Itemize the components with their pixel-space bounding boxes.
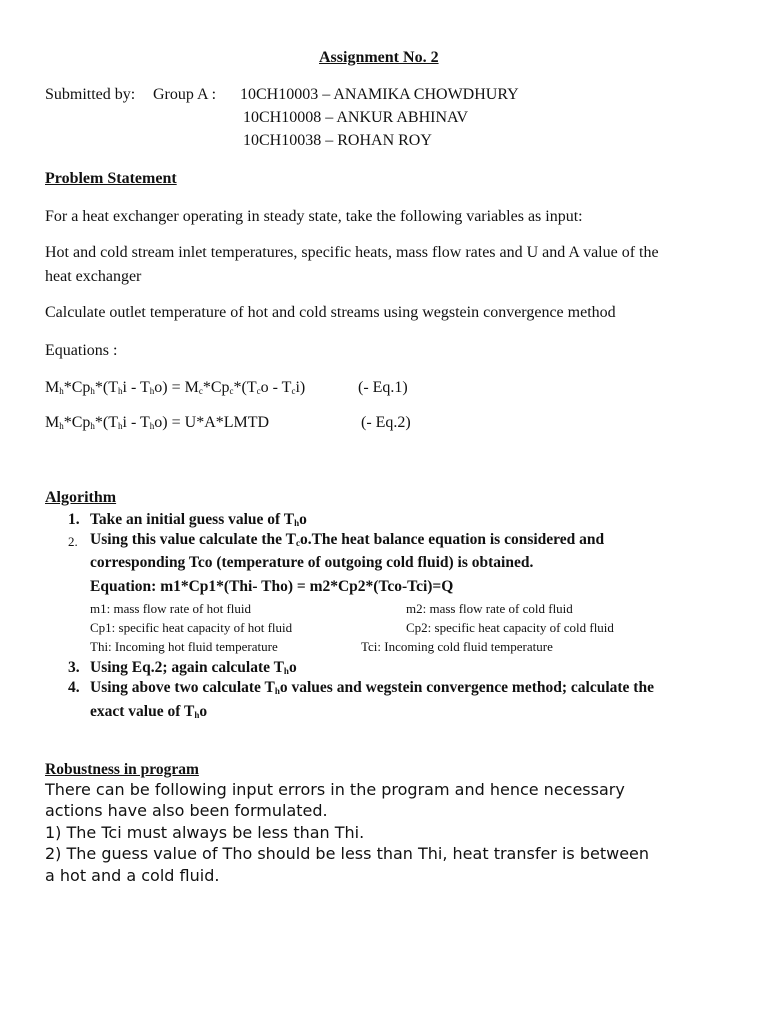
robustness-line-4: 2) The guess value of Tho should be less than Thi, heat transfer is between xyxy=(45,844,650,863)
equations-label: Equations : xyxy=(45,342,118,359)
equation-2-label: (- Eq.2) xyxy=(361,414,411,431)
robustness-line-5: a hot and a cold fluid. xyxy=(45,866,220,885)
algorithm-equation: Equation: m1*Cp1*(Thi- Tho) = m2*Cp2*(Tco-Tci)=Q xyxy=(90,578,454,595)
problem-line-2a: Hot and cold stream inlet temperatures, specific heats, mass flow rates and U and A value of the xyxy=(45,244,659,261)
equation-2: $M_h*Cp_h*(T_hi - T_ho)$ = U*A*LMTD xyxy=(45,414,270,431)
member-1: 10CH10003 – ANAMIKA CHOWDHURY xyxy=(240,86,519,103)
problem-line-1: For a heat exchanger operating in steady state, take the following variables as input: xyxy=(45,208,583,225)
def-m1: m1: mass flow rate of hot fluid xyxy=(90,601,252,616)
step-3: Using Eq.2; again calculate $T_ho$ xyxy=(90,659,297,676)
step-2-line-2: corresponding Tco (temperature of outgoing cold fluid) is obtained. xyxy=(90,554,534,571)
robustness-line-3: 1) The Tci must always be less than Thi. xyxy=(45,823,365,842)
step-4-line-2: exact value of $T_ho$ xyxy=(90,703,208,720)
def-tci: Tci: Incoming cold fluid temperature xyxy=(361,639,553,654)
step-4: Using above two calculate $T_ho$ values and wegstein convergence method; calculate the xyxy=(90,679,654,696)
equation-1-label: (- Eq.1) xyxy=(358,379,408,396)
robustness-line-2: actions have also been formulated. xyxy=(45,801,328,820)
robustness-heading: Robustness in program xyxy=(45,761,199,778)
def-m2: m2: mass flow rate of cold fluid xyxy=(406,601,573,616)
robustness-line-1: There can be following input errors in the program and hence necessary xyxy=(45,780,625,799)
step-2-number: 2. xyxy=(68,534,78,549)
problem-line-3: Calculate outlet temperature of hot and cold streams using wegstein convergence method xyxy=(45,304,616,321)
problem-line-2b: heat exchanger xyxy=(45,268,142,285)
submitted-by-label: Submitted by: xyxy=(45,86,136,103)
algorithm-heading: Algorithm xyxy=(45,489,117,506)
problem-heading: Problem Statement xyxy=(45,170,177,187)
equation-1: $M_h*Cp_h*(T_hi - T_ho) = M_c*Cp_c*(T_co - T_ci)$ xyxy=(45,379,306,396)
step-1-number: 1. xyxy=(68,511,80,528)
member-3: 10CH10038 – ROHAN ROY xyxy=(243,132,432,149)
step-2: Using this value calculate the $T_co.The$ heat balance equation is considered and xyxy=(90,531,605,548)
def-cp1: Cp1: specific heat capacity of hot fluid xyxy=(90,620,293,635)
member-2: 10CH10008 – ANKUR ABHINAV xyxy=(243,109,469,126)
group-label: Group A : xyxy=(153,86,217,103)
def-cp2: Cp2: specific heat capacity of cold fluid xyxy=(406,620,614,635)
page-title: Assignment No. 2 xyxy=(319,49,439,66)
step-3-number: 3. xyxy=(68,659,80,676)
def-thi: Thi: Incoming hot fluid temperature xyxy=(90,639,278,654)
step-1: Take an initial guess value of $T_ho$ xyxy=(90,511,307,528)
step-4-number: 4. xyxy=(68,679,80,696)
